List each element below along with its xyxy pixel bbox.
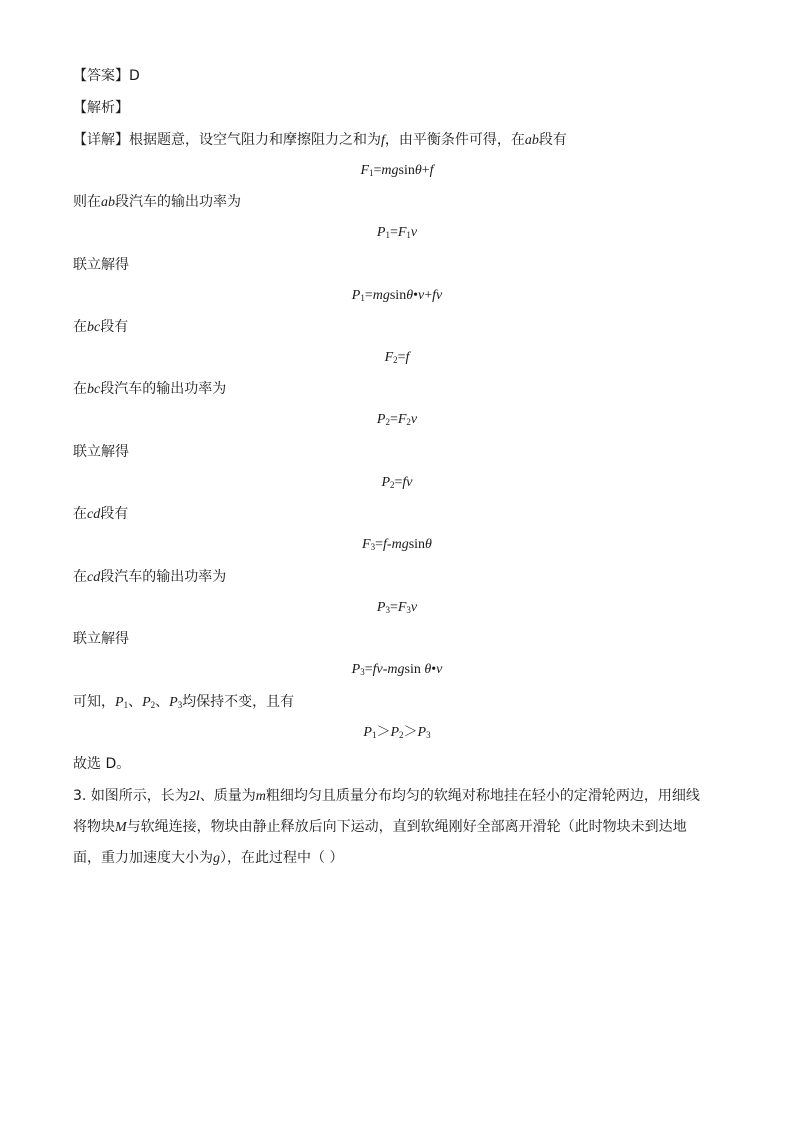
equation-f2: $F_2=f$ (384, 350, 410, 365)
text-bc-power: 在bc段汽车的输出功率为 (73, 381, 227, 397)
text-bc-has: 在bc段有 (73, 319, 129, 335)
detail-tag: 【详解】 (73, 132, 129, 148)
text-solve-1: 联立解得 (73, 257, 129, 273)
analysis-tag: 【解析】 (73, 100, 129, 116)
question3-line1: 3. 如图所示，长为2l、质量为m粗细均匀且质量分布均匀的软绳对称地挂在轻小的定滑轮两边，用细线 (73, 788, 700, 804)
text-choose: 故选 D。 (73, 756, 131, 772)
question3-line3: 面，重力加速度大小为g），在此过程中（ ） (73, 850, 344, 866)
detail-intro: 【详解】根据题意，设空气阻力和摩擦阻力之和为f，由平衡条件可得，在ab段有 (73, 132, 567, 148)
equation-p1-result: $P_1=mgsin\theta•v+fv$ (351, 288, 443, 303)
answer-value: D (129, 68, 140, 84)
text-cd-power: 在cd段汽车的输出功率为 (73, 569, 227, 585)
text-cd-has: 在cd段有 (73, 506, 129, 522)
equation-f1: $F_1=mgsin\theta+f$ (360, 163, 434, 178)
equation-f3: $F_3=f$-mgsinθ (362, 537, 432, 552)
equation-p1: $P_1=F_1v$ (376, 225, 418, 240)
text-conclusion: 可知，$P_1$、$P_2$、$P_3$均保持不变，且有 (73, 694, 295, 710)
question3-line2: 将物块M与软绳连接，物块由静止释放后向下运动，直到软绳刚好全部离开滑轮（此时物块未到达地 (73, 819, 687, 835)
equation-inequality: $P_1>P_2>P_3$ (363, 725, 431, 740)
equation-p2-result: $P_2=fv$ (381, 475, 413, 490)
equation-p3: $P_3=F_3v$ (376, 600, 418, 615)
equation-p2: $P_2=F_2v$ (376, 412, 418, 427)
text-solve-2: 联立解得 (73, 444, 129, 460)
answer-tag: 【答案】 (73, 68, 129, 84)
text-solve-3: 联立解得 (73, 631, 129, 647)
answer-line (73, 66, 140, 86)
equation-p3-result: $P_3=fv$-mgsin θ•v (351, 662, 443, 677)
text-ab-power: 则在ab段汽车的输出功率为 (73, 194, 241, 210)
